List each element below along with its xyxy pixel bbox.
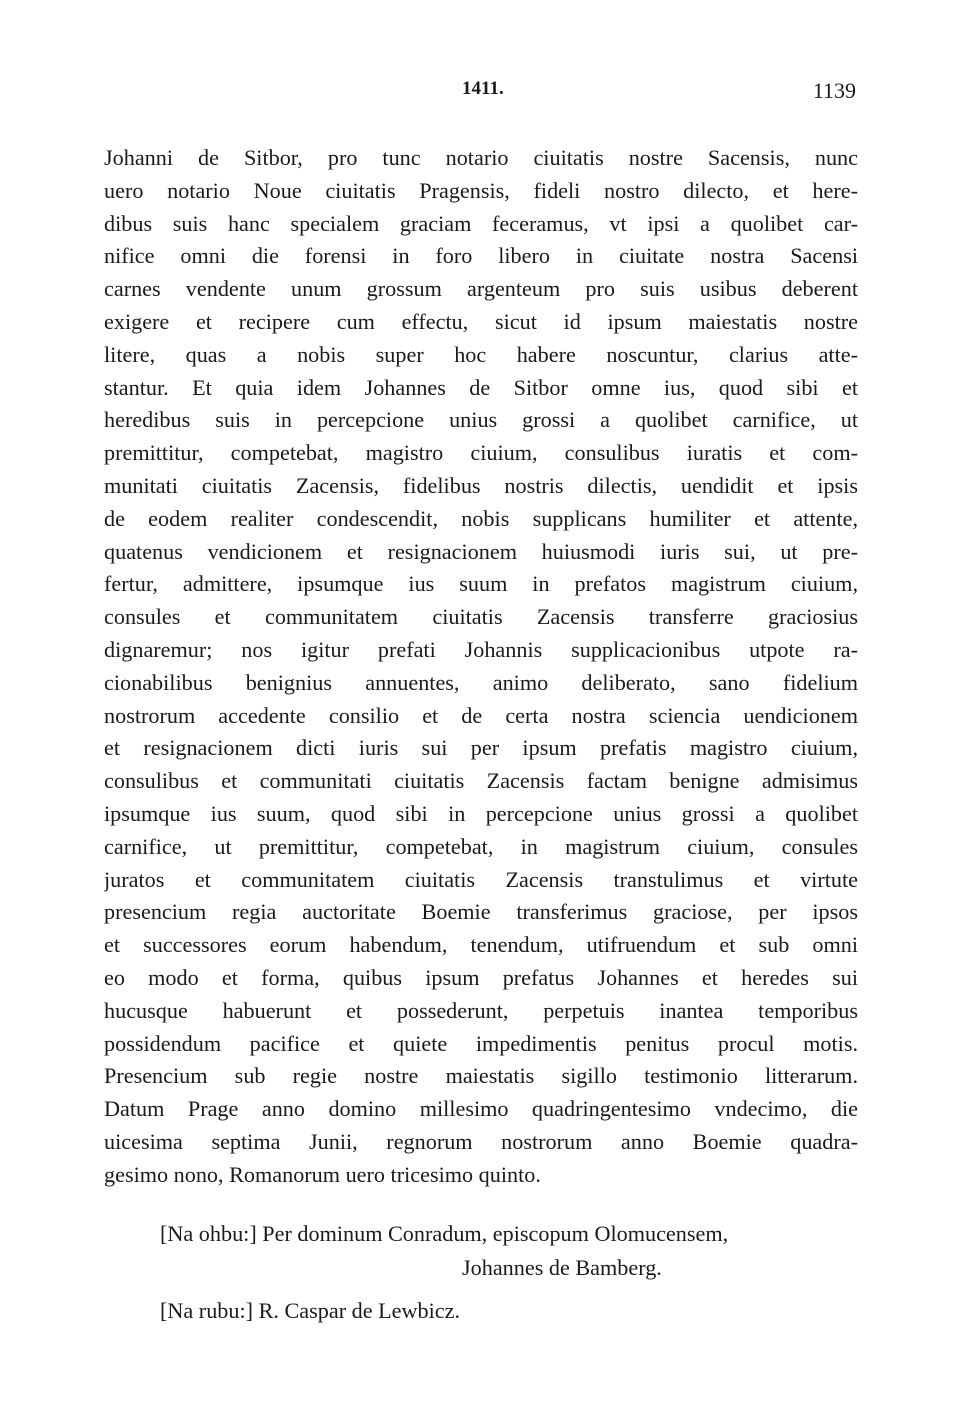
- text-line: carnes vendente unum grossum argenteum pro suis usibus deberent: [104, 276, 858, 302]
- text-line: premittitur, competebat, magistro ciuium, consulibus iuratis et com-: [104, 440, 858, 466]
- text-line: fertur, admittere, ipsumque ius suum in prefatos magistrum ciuium,: [104, 571, 858, 597]
- header-year: 1411.: [462, 78, 504, 99]
- text-line: possidendum pacifice et quiete impedimentis penitus procul motis.: [104, 1030, 858, 1056]
- text-line: et successores eorum habendum, tenendum, utifruendum et sub omni: [104, 932, 858, 958]
- text-line: munitati ciuitatis Zacensis, fidelibus nostris dilectis, uendidit et ipsis: [104, 472, 858, 498]
- text-line: nifice omni die forensi in foro libero in ciuitate nostra Sacensi: [104, 243, 858, 269]
- text-line: Datum Prage anno domino millesimo quadringentesimo vndecimo, die: [104, 1096, 858, 1122]
- text-line: ipsumque ius suum, quod sibi in percepcione unius grossi a quolibet: [104, 800, 858, 826]
- text-line: exigere et recipere cum effectu, sicut id ipsum maiestatis nostre: [104, 308, 858, 334]
- running-head: [0, 78, 960, 108]
- text-line: uero notario Noue ciuitatis Pragensis, fideli nostro dilecto, et here-: [104, 177, 858, 203]
- signature-fold-continuation: Johannes de Bamberg.: [462, 1255, 662, 1280]
- text-line: eo modo et forma, quibus ipsum prefatus Johannes et heredes sui: [104, 964, 858, 990]
- body-text: [104, 142, 858, 1192]
- text-line: hucusque habuerunt et possederunt, perpetuis inantea temporibus: [104, 997, 858, 1023]
- text-line: consules et communitatem ciuitatis Zacensis transferre graciosius: [104, 604, 858, 630]
- page-number: 1139: [812, 78, 856, 103]
- text-line: gesimo nono, Romanorum uero tricesimo quinto.: [104, 1161, 541, 1187]
- text-line: heredibus suis in percepcione unius grossi a quolibet carnifice, ut: [104, 407, 858, 433]
- text-line: presencium regia auctoritate Boemie transferimus graciose, per ipsos: [104, 899, 858, 925]
- text-line: cionabilibus benignius annuentes, animo deliberato, sano fidelium: [104, 669, 858, 695]
- text-line: litere, quas a nobis super hoc habere noscuntur, clarius atte-: [104, 341, 858, 367]
- text-line: juratos et communitatem ciuitatis Zacensis transtulimus et virtute: [104, 866, 858, 892]
- text-line: consulibus et communitati ciuitatis Zacensis factam benigne admisimus: [104, 768, 858, 794]
- text-line: quatenus vendicionem et resignacionem huiusmodi iuris sui, ut pre-: [104, 538, 858, 564]
- text-line: stantur. Et quia idem Johannes de Sitbor omne ius, quod sibi et: [104, 374, 858, 400]
- text-line: carnifice, ut premittitur, competebat, in magistrum ciuium, consules: [104, 833, 858, 859]
- signature-fold: [Na ohbu:] Per dominum Conradum, episcopum Olomucensem,: [160, 1221, 729, 1246]
- text-line: uicesima septima Junii, regnorum nostrorum anno Boemie quadra-: [104, 1128, 858, 1154]
- text-line: nostrorum accedente consilio et de certa nostra sciencia uendicionem: [104, 702, 858, 728]
- text-line: Johanni de Sitbor, pro tunc notario ciuitatis nostre Sacensis, nunc: [104, 145, 858, 170]
- text-line: de eodem realiter condescendit, nobis supplicans humiliter et attente,: [104, 505, 858, 531]
- signature-back: [Na rubu:] R. Caspar de Lewbicz.: [160, 1298, 461, 1323]
- text-line: dibus suis hanc specialem graciam feceramus, vt ipsi a quolibet car-: [104, 210, 858, 236]
- text-line: et resignacionem dicti iuris sui per ipsum prefatis magistro ciuium,: [104, 735, 858, 761]
- text-line: dignaremur; nos igitur prefati Johannis supplicacionibus utpote ra-: [104, 636, 858, 662]
- text-line: Presencium sub regie nostre maiestatis sigillo testimonio litterarum.: [104, 1063, 858, 1089]
